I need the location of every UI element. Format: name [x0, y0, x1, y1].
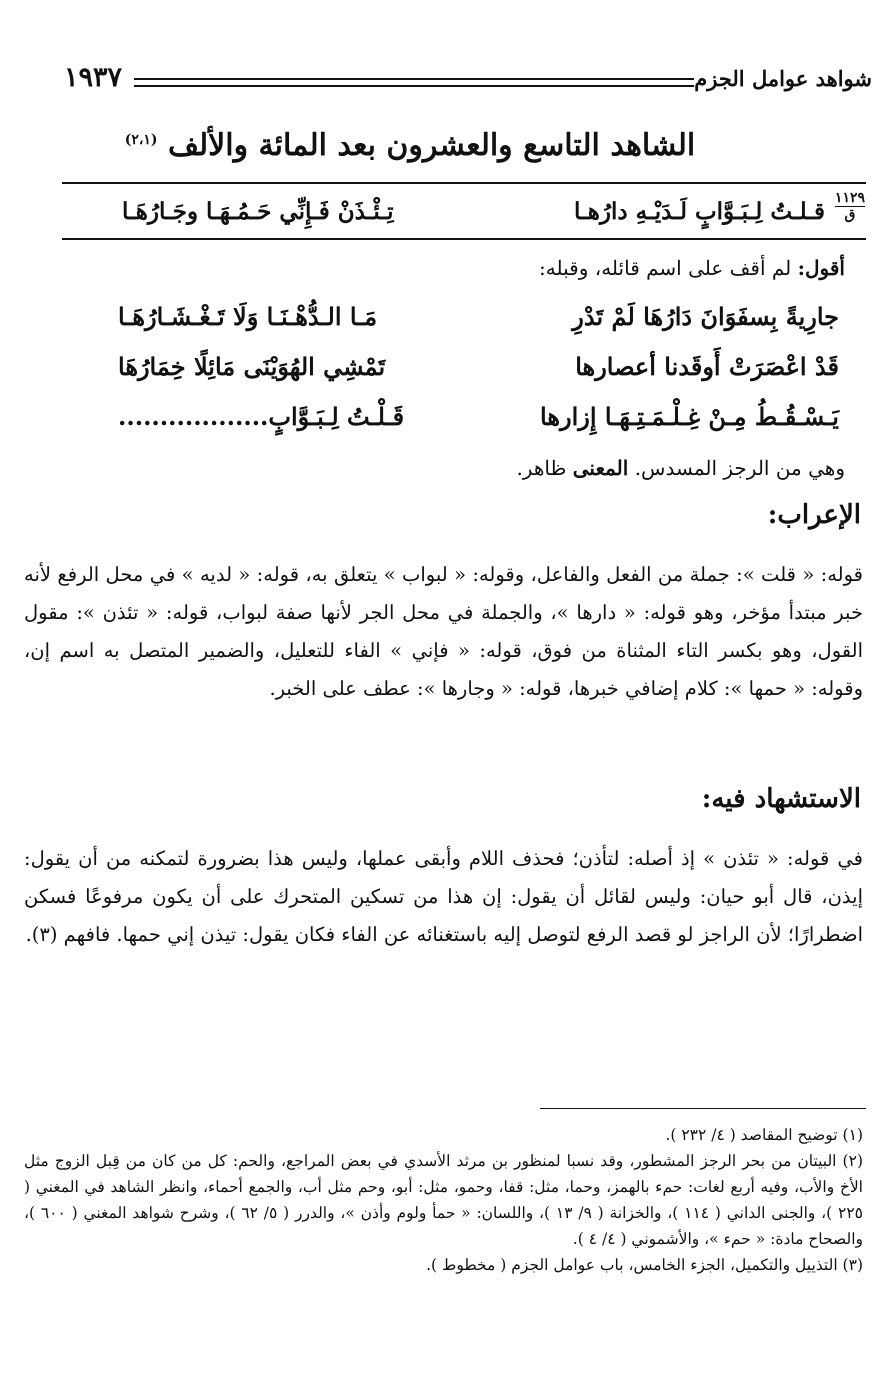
intro-line — [539, 256, 845, 280]
running-title: شواهد عوامل الجزم — [694, 66, 872, 91]
verse-bottom-rule — [62, 238, 866, 240]
verse-1-right: جارِيةً بِسفَوَانَ دَارُهَا لَمْ تَدْرِ — [572, 302, 839, 331]
main-verse-right-hemistich: قـلـتُ لِـبَـوَّابٍ لَـدَيْـهِ دارُهـا — [574, 198, 825, 225]
verse-3-right: يَـسْـقُـطُ مِـنْ غِـلْـمَـتِـهَـا إِزارها — [540, 402, 839, 431]
i3rab-heading: الإعراب: — [767, 500, 861, 530]
footnote-3: (٣) التذييل والتكميل، الجزء الخامس، باب عوامل الجزم ( مخطوط ). — [426, 1256, 863, 1274]
verse-number-sub: ق — [844, 207, 856, 223]
istishhad-heading: الاستشهاد فيه: — [701, 784, 861, 814]
running-header — [64, 62, 872, 94]
verse-3-left: قَـلْـتُ لِـبَـوَّابٍ.................. — [118, 402, 405, 431]
witness-title-text: الشاهد التاسع والعشرون بعد المائة والألف — [167, 128, 696, 163]
meter-tail: ظاهر. — [516, 456, 573, 480]
footnotes — [24, 1122, 863, 1278]
i3rab-paragraph: قوله: « قلت »: جملة من الفعل والفاعل، وقوله: « لبواب » يتعلق به، قوله: « لديه » في محل الرفع لأنه خبر مبتدأ مؤخر، وهو قوله: « دارها »، والجملة في محل الجر لأنها صفة لبواب، قوله: « تئذن »: مقول القول، وهو بكسر التاء المثناة من فوق، قوله: « فإني » الفاء للتعليل، والضمير المتصل به اسم إن، وقوله: « حمها »: كلام إضافي خبرها، قوله: « وجارها »: عطف على الخبر. — [24, 563, 863, 700]
verse-1-left: مَـا الـدُّهْـنَـا وَلَا تَـغْـشَـارُهَـا — [118, 302, 378, 331]
intro-label: أقول: — [797, 256, 845, 280]
meter-line — [516, 456, 845, 480]
verse-top-rule — [62, 182, 866, 184]
verse-2-left: تَمْشِي الهُوَيْنَى مَائِلًا خِمَارُهَا — [118, 352, 386, 381]
footnote-rule — [540, 1108, 866, 1109]
header-rule — [134, 78, 694, 87]
footnote-1: (١) توضيح المقاصد ( ٤/ ٢٣٢ ). — [665, 1126, 863, 1144]
verse-2-right: قَدْ اعْصَرَتْ أَوقَدنا أعصارها — [575, 352, 839, 381]
intro-text: لم أقف على اسم قائله، وقبله: — [539, 256, 798, 280]
page-number: ١٩٣٧ — [64, 62, 123, 93]
main-verse — [60, 190, 865, 234]
main-verse-left-hemistich: تِـئْـذَنْ فَـإِنِّي حَـمُـهَـا وجَـارُهَـا — [122, 198, 394, 225]
meter-text: وهي من الرجز المسدس. — [628, 456, 845, 480]
footnote-2: (٢) البيتان من بحر الرجز المشطور، وقد نسبا لمنظور بن مرثد الأسدي في بعض المراجع، والحم: كل من كان من قِبل الزوج مثل الأخ والأب، وفيه أربع لغات: حمء بالهمز، وحما، مثل: قفا، وحمو، مثل: أبو، وحم مثل أب، والجمع أحماء، وانظر الشاهد في المغني ( ٢٢٥ )، والجنى الداني ( ١١٤ )، والخزانة ( ٩/ ١٣ )، واللسان: « حمأ ولوم وأذن »، والدرر ( ٥/ ٦٢ )، وشرح شواهد المغني ( ٦٠٠ )، والصحاح مادة: « حمء »، والأشموني ( ٤/ ٤ ). — [24, 1152, 863, 1248]
istishhad-paragraph: في قوله: « تئذن » إذ أصله: لتأذن؛ فحذف اللام وأبقى عملها، وليس هذا بضرورة لتمكنه من أن يقول: إيذن، قال أبو حيان: وليس لقائل أن يقول: إن هذا من تسكين المتحرك على أن يكون مرفوعًا فسكن اضطرارًا؛ لأن الراجز لو قصد الرفع لتوصل إليه باستغنائه عن الفاء فكان يقول: تيذن إني حمها. فافهم (٣). — [24, 847, 863, 946]
verse-number-value: ١١٢٩ — [834, 190, 865, 206]
meter-bold: المعنى — [572, 456, 629, 480]
witness-title — [100, 128, 720, 163]
witness-note-ref: (٢،١) — [124, 132, 158, 148]
verse-number — [835, 190, 865, 223]
